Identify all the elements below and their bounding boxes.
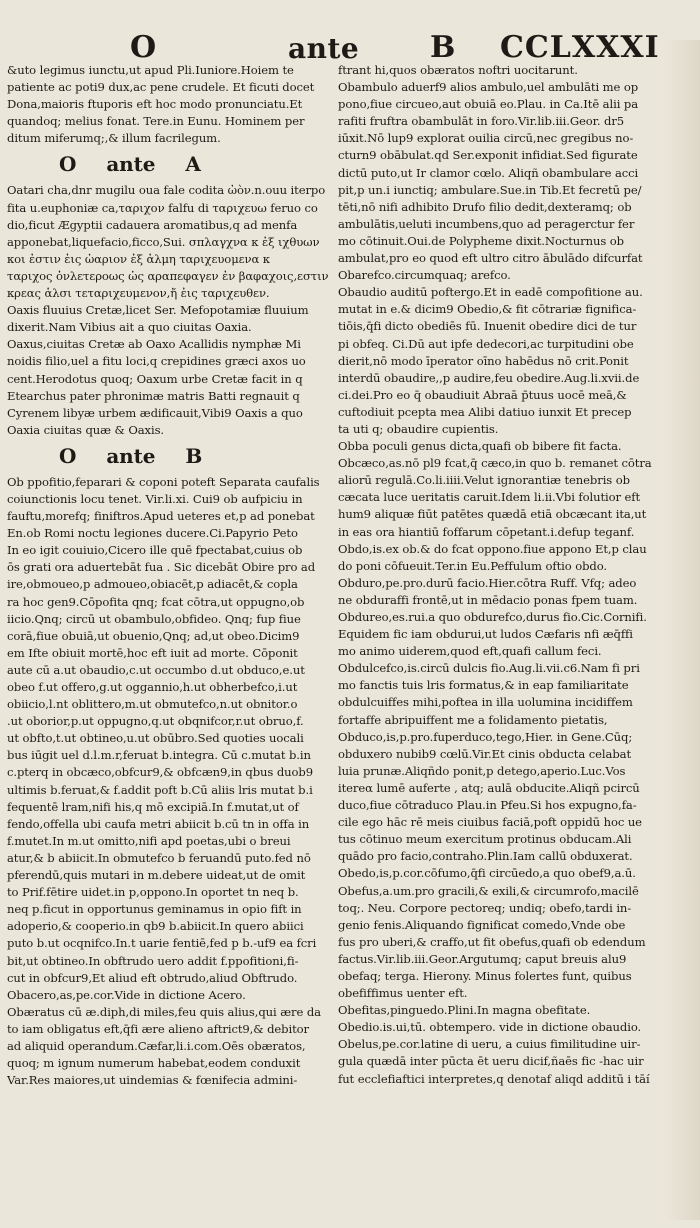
text-line: ire,obmoueo,p admoueo,obiacēt,p adiacēt,& copla [7, 577, 298, 592]
text-line: ne obduraffi frontē,ut in mēdacio ponas fpem tuam. [338, 592, 638, 607]
text-line: aute cū a.ut obaudio,c.ut occumbo d.ut obduco,e.ut [7, 662, 305, 677]
text-line: cuftodiuit pcepta mea Alibi datiuo iunxit Et precep [338, 404, 632, 419]
text-line: itereα lumē auferte , atq; aulā obducite.Aliqñ pcircū [338, 780, 640, 795]
text-line: fauftu,morefq; finiftros.Apud ueteres et,p ad ponebat [7, 509, 315, 524]
section-heading-word: ante [106, 443, 156, 468]
text-line: Oatari cha,dnr mugilu oua fale codita ὠὸν.n.ouu iterpo [7, 183, 326, 198]
text-line: Obdureo,es.rui.a quo obdurefco,durus fio.Cic.Cornifi. [338, 610, 647, 624]
text-line: Var.Res maiores,ut uindemias & fœnifecia admini- [7, 1073, 298, 1088]
text-line: dierit,nō modo īperator oīno habēdus nō crit.Ponit [338, 353, 629, 368]
text-line: pono,fiue circueo,aut obuiā eo.Plau. in Ca.Itē alii pa [338, 97, 639, 112]
text-line: fita u.euphoniæ ca,ταριχον falfu di ταριχευω feruo co [7, 200, 318, 215]
text-line: Oaxus,ciuitas Cretæ ab Oaxo Acallidis nymphæ Mi [7, 337, 301, 352]
section-heading-word: ante [106, 152, 156, 177]
text-line: obiicio,l.nt oblittero,m.ut obmutefco,n.ut obnitor.o [7, 697, 298, 712]
text-line: quoq; m ignum numerum habebat,eodem conduxit [7, 1056, 301, 1071]
text-line: κοι ἐστιν ἐις ὠαριον ἐξ ἁλμη ταριχευομενα κ [7, 251, 270, 266]
text-line: Obedo,is,p.cor.cōfumo,q̄fi circūedo,a quo obef9,a.ū. [338, 866, 636, 881]
text-line: In eo igit couiuio,Cicero ille quē fpectabat,cuius ob [7, 543, 303, 558]
text-line: gula quædā inter pūcta ēt ueru dicif,ñaēs fic -hac uir [338, 1054, 644, 1069]
text-line: dio,ficut Ægyptii cadauera aromatibus,q ad menfa [7, 217, 298, 232]
text-line: Obambulo aduerf9 alios ambulo,uel ambulāti me op [338, 80, 639, 95]
section-heading-letter: O [59, 443, 77, 468]
text-line: dictū puto,ut Ir clamor cœlo. Aliqñ obambulare acci [338, 165, 639, 180]
text-line: dixerit.Nam Vibius ait a quo ciuitas Oaxia. [7, 320, 252, 335]
text-line: pferendū,quis mutari in m.debere uideat,ut de omit [7, 868, 306, 883]
text-line: noidis filio,uel a fitu loci,q crepidines græci axos uo [7, 354, 306, 369]
text-line: ambulātis,ueluti incumbens,quo ad peragerctur fer [338, 216, 635, 231]
left-column [7, 62, 329, 1089]
text-line: atur,& b abiicit.In obmutefco b feruandū puto.fed nō [7, 850, 311, 865]
page-gutter-shadow [666, 40, 700, 1220]
section-heading-letter: A [185, 152, 201, 177]
text-line: Oaxia ciuitas quæ & Oaxis. [7, 422, 165, 437]
text-line: pi obfeq. Ci.Dū aut ipfe dedecori,ac turpitudini obe [338, 336, 634, 351]
entry-block-a [7, 62, 329, 146]
text-line: Obaudio auditū poftergo.Et in eadē compofitione au. [338, 285, 643, 300]
text-line: ditum miferumq;,& illum facrilegum. [7, 131, 221, 146]
text-line: in eas ora hiantiū foffarum cōpetant.i.defup teganf. [338, 524, 635, 539]
section-heading-letter: B [185, 443, 203, 468]
section-heading-o-ante-b [7, 444, 329, 468]
text-line: Ob ppofitio,feparari & coponi poteft Separata caufalis [7, 474, 320, 489]
text-line: f.mutet.In m.ut omitto,nifi apd poetas,ubi o breui [7, 833, 291, 848]
text-line: fequentē lram,nifi his,q mō excipiā.In f.mutat,ut of [7, 799, 299, 814]
text-line: obdulcuiffes mihi,poftea in illa uolumina incidiffem [338, 695, 633, 710]
text-line: fendo,offella ubi caufa metri abiicit b.cū tn in offa in [7, 816, 310, 831]
text-line: κρεας ἁλσι τεταριχευμενον,ἤ ἐις ταριχευθεν. [7, 286, 270, 301]
text-line: Obacero,as,pe.cor.Vide in dictione Acero. [7, 987, 246, 1002]
text-line: c.pterq in obcæco,obfcur9,& obfcæn9,in qbus duob9 [7, 765, 314, 780]
entry-block-c [7, 474, 329, 1088]
text-line: Cyrenem libyæ urbem ædificauit,Vibi9 Oaxis a quo [7, 405, 303, 420]
text-line: pit,p un.i iunctiq; ambulare.Sue.in Tib.Et fecretū pe/ [338, 182, 642, 197]
text-line: &uto legimus iunctu,ut apud Pli.Iuniore.Hoiem te [7, 63, 294, 77]
text-line: apponebat,liquefacio,ficco,Sui. σπλαγχνα κ ἐξ ιχθυων [7, 234, 320, 249]
text-line: coiunctionis locu tenet. Vir.li.xi. Cui9 ob aufpiciu in [7, 491, 303, 506]
text-line: duco,fiue cōtraduco Plau.in Pfeu.Si hos expugno,fa- [338, 798, 637, 813]
text-line: factus.Vir.lib.iii.Geor.Argutumq; caput breuis alu9 [338, 951, 627, 966]
section-heading-letter: O [59, 152, 77, 177]
text-line: to iam obligatus eft,q̄fi ære alieno aftrict9,& debitor [7, 1021, 309, 1036]
text-line: Obduro,pe.pro.durū facio.Hier.cōtra Ruff. Vfq; adeo [338, 575, 637, 590]
text-line: Obdo,is.ex ob.& do fcat oppono.fiue appono Et,p clau [338, 541, 647, 556]
text-line: Obdulcefco,is.circū dulcis fio.Aug.li.vii.c6.Nam fi pri [338, 661, 640, 676]
text-line: rafiti fruftra obambulāt in foro.Vir.lib.iii.Geor. dr5 [338, 114, 625, 129]
text-line: ad aliquid operandum.Cæfar,li.i.com.Oēs obæratos, [7, 1038, 306, 1053]
text-line: adoperio,& cooperio.in qb9 b.abiicit.In quero abiici [7, 919, 304, 934]
text-line: fus pro uberi,& craffo,ut fit obefus,quafi ob edendum [338, 934, 646, 949]
text-line: mo fanctis tuis lris formatus,& in eap familiaritate [338, 678, 629, 693]
text-line: genio fenis.Aliquando fignificat comedo,Vnde obe [338, 917, 626, 932]
text-line: patiente ac poti9 dux,ac pene crudele. Et ficuti docet [7, 80, 315, 95]
right-column [338, 62, 658, 1088]
text-line: quandoq; melius fonat. Tere.in Eunu. Hominem per [7, 114, 305, 129]
text-line: Obedio.is.ui,tū. obtempero. vide in dictione obaudio. [338, 1020, 642, 1035]
text-line: tiōis,q̄fi dicto obediēs fū. Inuenit obedire dici de tur [338, 319, 637, 334]
text-line: bit,ut obtineo.In obftrudo uero addit f.ppofitioni,fi- [7, 953, 299, 968]
text-line: mutat in e.& dicim9 Obedio,& fit cōtrariæ fignifica- [338, 302, 637, 317]
header-letter-left: O [130, 30, 157, 65]
text-line: Dona,maioris ftuporis eft hoc modo pronunciatu.Et [7, 97, 303, 112]
text-line: fut ecclefiaftici interpretes,q denotaf aliqd additū i tāí [338, 1071, 650, 1086]
text-line: Equidem fic iam obdurui,ut ludos Cæfaris nfi æq̄ffi [338, 627, 633, 642]
text-line: ut obfto,t.ut obtineo,u.ut obūbro.Sed quoties uocali [7, 731, 304, 746]
text-line: cut in obfcur9,Et aliud eft obtrudo,aliud Obftrudo. [7, 970, 298, 985]
text-line: hum9 aliquæ fiūt patētes quædā etiā obcæcant ita,ut [338, 507, 647, 522]
text-line: tēti,nō nifi adhibito Drufo filio dedit,dexteramq; ob [338, 199, 632, 214]
text-line: mo animo uiderem,quod eft,quafi callum feci. [338, 644, 602, 659]
text-line: mo cōtinuit.Oui.de Polypheme dixit.Nocturnus ob [338, 233, 624, 248]
text-line: to Prif.fētire uidet.in p,oppono.In oportet tn neq b. [7, 885, 299, 900]
text-line: neq p.ficut in opportunus geminamus in opio fift in [7, 902, 302, 917]
text-line: Oaxis fluuius Cretæ,licet Ser. Mefopotamiæ fluuium [7, 303, 309, 318]
text-line: cile ego hāc rē meis ciuibus faciā,poft oppidū hoc ue [338, 815, 642, 830]
text-line: iūxit.Nō lup9 explorat ouilia circū,nec gregibus no- [338, 131, 634, 146]
text-line: corā,fiue obuiā,ut obuenio,Qnq; ad,ut obeo.Dicim9 [7, 628, 300, 643]
text-line: .ut oborior,p.ut oppugno,q.ut obqnifcor,r.ut obruo,f. [7, 714, 304, 729]
text-line: ta uti q; obaudire cupientis. [338, 421, 499, 436]
text-line: do poni cōfueuit.Ter.in Eu.Peffulum oftio obdo. [338, 558, 608, 573]
text-line: Obefitas,pinguedo.Plini.In magna obefitate. [338, 1003, 591, 1018]
text-line: bus iūgit uel d.l.m.r,feruat b.integra. Cū c.mutat b.in [7, 748, 311, 763]
text-line: ra hoc gen9.Cōpofita qnq; fcat cōtra,ut oppugno,ob [7, 594, 305, 609]
text-line: Obba poculi genus dicta,quafi ob bibere fit facta. [338, 439, 622, 454]
text-line: tus cōtinuo meum exercitum protinus obducam.Ali [338, 832, 632, 847]
text-line: iicio.Qnq; circū ut obambulo,obfideo. Qnq; fup fiue [7, 611, 301, 626]
text-line: Obduco,is,p.pro.fuperduco,tego,Hier. in Gene.Cūq; [338, 729, 633, 744]
text-line: Obarefco.circumquaq; arefco. [338, 268, 511, 283]
text-line: obduxero nubib9 cœlū.Vir.Et cinis obducta celabat [338, 746, 632, 761]
text-line: toq;. Neu. Corpore pectoreq; undiq; obefo,tardi in- [338, 900, 632, 915]
text-line: obeo f.ut offero,g.ut oggannio,h.ut obherbefco,i.ut [7, 680, 298, 694]
entry-block-b [7, 182, 329, 437]
text-line: em Ifte obiuit mortē,hoc eft iuit ad morte. Cōponit [7, 645, 298, 660]
text-line: Obelus,pe.cor.latine di ueru, a cuius fimilitudine uir- [338, 1037, 641, 1052]
header-letter-right: B [430, 30, 456, 65]
text-line: Obcæco,as.nō pl9 fcat,q̄ cæco,in quo b. remanet cōtra [338, 456, 652, 471]
text-line: ftrant hi,quos obæratos noftri uocitarunt. [338, 63, 578, 77]
text-line: fortaffe abripuiffent me a folidamento pietatis, [338, 712, 608, 727]
text-line: quādo pro facio,contraho.Plin.Iam callū obduxerat. [338, 849, 633, 864]
text-line: ci.dei.Pro eo q̄ obaudiuit Abraā p̄tuus uocē meā,& [338, 387, 627, 402]
header-word: ante [288, 32, 360, 65]
text-line: luia prunæ.Aliqñdo ponit,p detego,aperio.Luc.Vos [338, 763, 626, 778]
text-line: ultimis b.feruat,& f.addit poft b.Cū aliis lris mutat b.i [7, 782, 313, 797]
folio-number: CCLXXXI [500, 30, 660, 65]
text-line: aliorū regulā.Co.li.iiii.Velut ignorantiæ tenebris ob [338, 473, 630, 488]
text-line: cæcata luce ueritatis caruit.Idem li.ii.Vbi folutior eft [338, 490, 641, 505]
text-line: Obæratus cū æ.diph,di miles,feu quis alius,qui ære da [7, 1004, 321, 1019]
text-line: obefiffimus uenter eft. [338, 986, 468, 1001]
text-line: obefaq; terga. Hierony. Minus folertes funt, quibus [338, 968, 632, 983]
text-line: cturn9 obābulat.qd Ser.exponit infidiat.Sed figurate [338, 148, 638, 163]
text-line: Obefus,a.um.pro gracili,& exili,& circumrofo,macilē [338, 883, 639, 898]
section-heading-o-ante-a [7, 152, 329, 176]
text-line: ōs grati ora aduertebāt fua . Sic dicebāt Obire pro ad [7, 560, 316, 575]
text-line: ambulat,pro eo quod eft ultro citro ābulādo difcurfat [338, 251, 643, 266]
text-line: interdū obaudire,,p audire,feu obedire.Aug.li.xvii.de [338, 370, 640, 385]
text-line: cent.Herodotus quoq; Oaxum urbe Cretæ facit in q [7, 371, 303, 386]
text-line: puto b.ut ocqnifco.In.t uarie fentiē,fed p b.-uf9 ea fcri [7, 936, 317, 951]
text-line: ταριχος ὀνλετεροως ὠς αραπεφαγεν ἐν βαφαχοις,εστιν [7, 268, 329, 283]
text-line: Etearchus pater phronimæ matris Batti regnauit q [7, 388, 300, 403]
text-line: En.ob Romi noctu legiones ducere.Ci.Papyrio Peto [7, 526, 298, 541]
